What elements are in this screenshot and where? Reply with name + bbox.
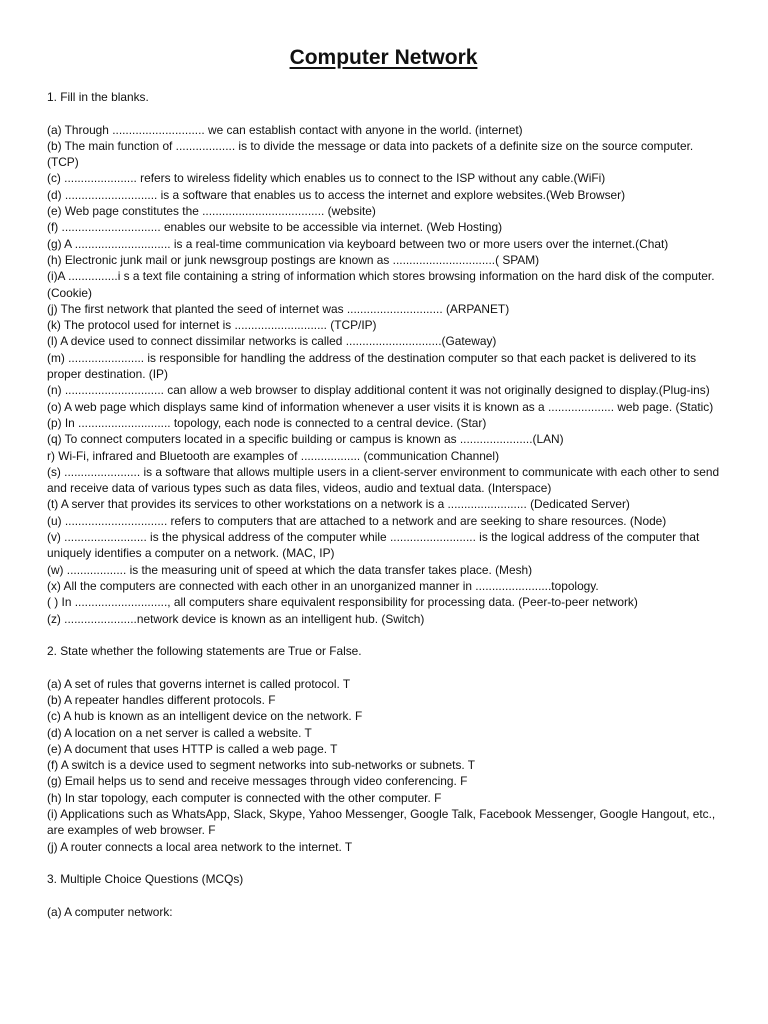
page-title: Computer Network	[289, 46, 478, 69]
question-list	[47, 676, 720, 855]
question-list	[47, 122, 720, 627]
question-item: (k) The protocol used for internet is ............................ (TCP/IP)	[47, 318, 377, 333]
question-item: (d) A location on a net server is called a website. T	[47, 725, 312, 740]
section-heading: 2. State whether the following statements are True or False.	[47, 644, 362, 659]
question-item: (g) Email helps us to send and receive messages through video conferencing. F	[47, 774, 468, 789]
question-item: r) Wi-Fi, infrared and Bluetooth are examples of .................. (communication Channel)	[47, 448, 500, 463]
question-item: (a) A computer network:	[47, 904, 173, 919]
question-item: (q) To connect computers located in a specific building or campus is known as ......................(LAN)	[47, 432, 564, 447]
question-item: (l) A device used to connect dissimilar networks is called .............................(Gateway)	[47, 334, 497, 349]
question-item: (a) A set of rules that governs internet is called protocol. T	[47, 676, 351, 691]
question-item: (f) A switch is a device used to segment networks into sub-networks or subnets. T	[47, 758, 476, 773]
question-item: (e) Web page constitutes the ..................................... (website)	[47, 204, 376, 219]
question-item: (i) Applications such as WhatsApp, Slack, Skype, Yahoo Messenger, Google Talk, Facebook Messenger, Google Hangout, etc., are examples of web browser. F	[47, 807, 716, 838]
question-item: (h) Electronic junk mail or junk newsgroup postings are known as ...............................( SPAM)	[47, 252, 540, 267]
question-item: (b) A repeater handles different protocols. F	[47, 692, 276, 707]
question-item: (w) .................. is the measuring unit of speed at which the data transfer takes place. (Mesh)	[47, 562, 533, 577]
question-list	[47, 904, 720, 920]
question-item: (b) The main function of .................. is to divide the message or data into packets of a definite size on the source computer. (TCP)	[47, 138, 694, 170]
question-item: (j) The first network that planted the seed of internet was ............................. (ARPANET)	[47, 301, 510, 316]
question-item: (e) A document that uses HTTP is called a web page. T	[47, 741, 338, 756]
question-item: (x) All the computers are connected with each other in an unorganized manner in .......................topology.	[47, 578, 599, 593]
section-heading: 1. Fill in the blanks.	[47, 90, 149, 104]
question-item: (d) ............................ is a software that enables us to access the internet and explore websites.(Web Browser)	[47, 187, 626, 202]
section-mcq	[47, 871, 720, 920]
question-item: (s) ....................... is a software that allows multiple users in a client-server environment to communicate with each other to send and receive data of various types such as data files, videos, audio and textual data. (Interspace)	[47, 464, 720, 496]
question-item: (c) ...................... refers to wireless fidelity which enables us to connect to the ISP without any cable.(WiFi)	[47, 171, 606, 186]
question-item: (p) In ............................ topology, each node is connected to a central device. (Star)	[47, 415, 487, 430]
question-item: (c) A hub is known as an intelligent device on the network. F	[47, 709, 363, 724]
question-item: (v) ......................... is the physical address of the computer while .......................... is the logical address of the computer that uniquely identifies a computer on a network. (MAC, IP)	[47, 530, 700, 561]
question-item: (z) ......................network device is known as an intelligent hub. (Switch)	[47, 611, 425, 626]
question-item: (t) A server that provides its services to other workstations on a network is a ........................ (Dedicated Server)	[47, 497, 630, 512]
question-item: (a) Through ............................ we can establish contact with anyone in the world. (internet)	[47, 122, 523, 137]
section-true-false	[47, 643, 720, 855]
question-item: (m) ....................... is responsible for handling the address of the destination computer so that each packet is delivered to its proper destination. (IP)	[47, 350, 697, 382]
question-item: (h) In star topology, each computer is connected with the other computer. F	[47, 790, 442, 805]
question-item: (o) A web page which displays same kind of information whenever a user visits it is known as a .................... web page. (Static)	[47, 399, 714, 414]
question-item: (j) A router connects a local area network to the internet. T	[47, 839, 353, 854]
question-item: (f) .............................. enables our website to be accessible via internet. (Web Hosting)	[47, 220, 503, 235]
section-fill-blanks	[47, 89, 720, 627]
question-item: (i)A ...............i s a text file containing a string of information which stores browsing information on the hard disk of the computer. (Cookie)	[47, 269, 715, 300]
question-item: (n) .............................. can allow a web browser to display additional content it was not originally designed to display.(Plug-ins)	[47, 383, 710, 398]
question-item: (g) A ............................. is a real-time communication via keyboard between two or more users over the internet.(Chat)	[47, 236, 669, 251]
section-heading: 3. Multiple Choice Questions (MCQs)	[47, 872, 244, 887]
question-item: (u) ............................... refers to computers that are attached to a network and are seeking to share resources. (Node)	[47, 513, 667, 528]
question-item: ( ) In ............................, all computers share equivalent responsibility for processing data. (Peer-to-peer network)	[47, 595, 638, 610]
